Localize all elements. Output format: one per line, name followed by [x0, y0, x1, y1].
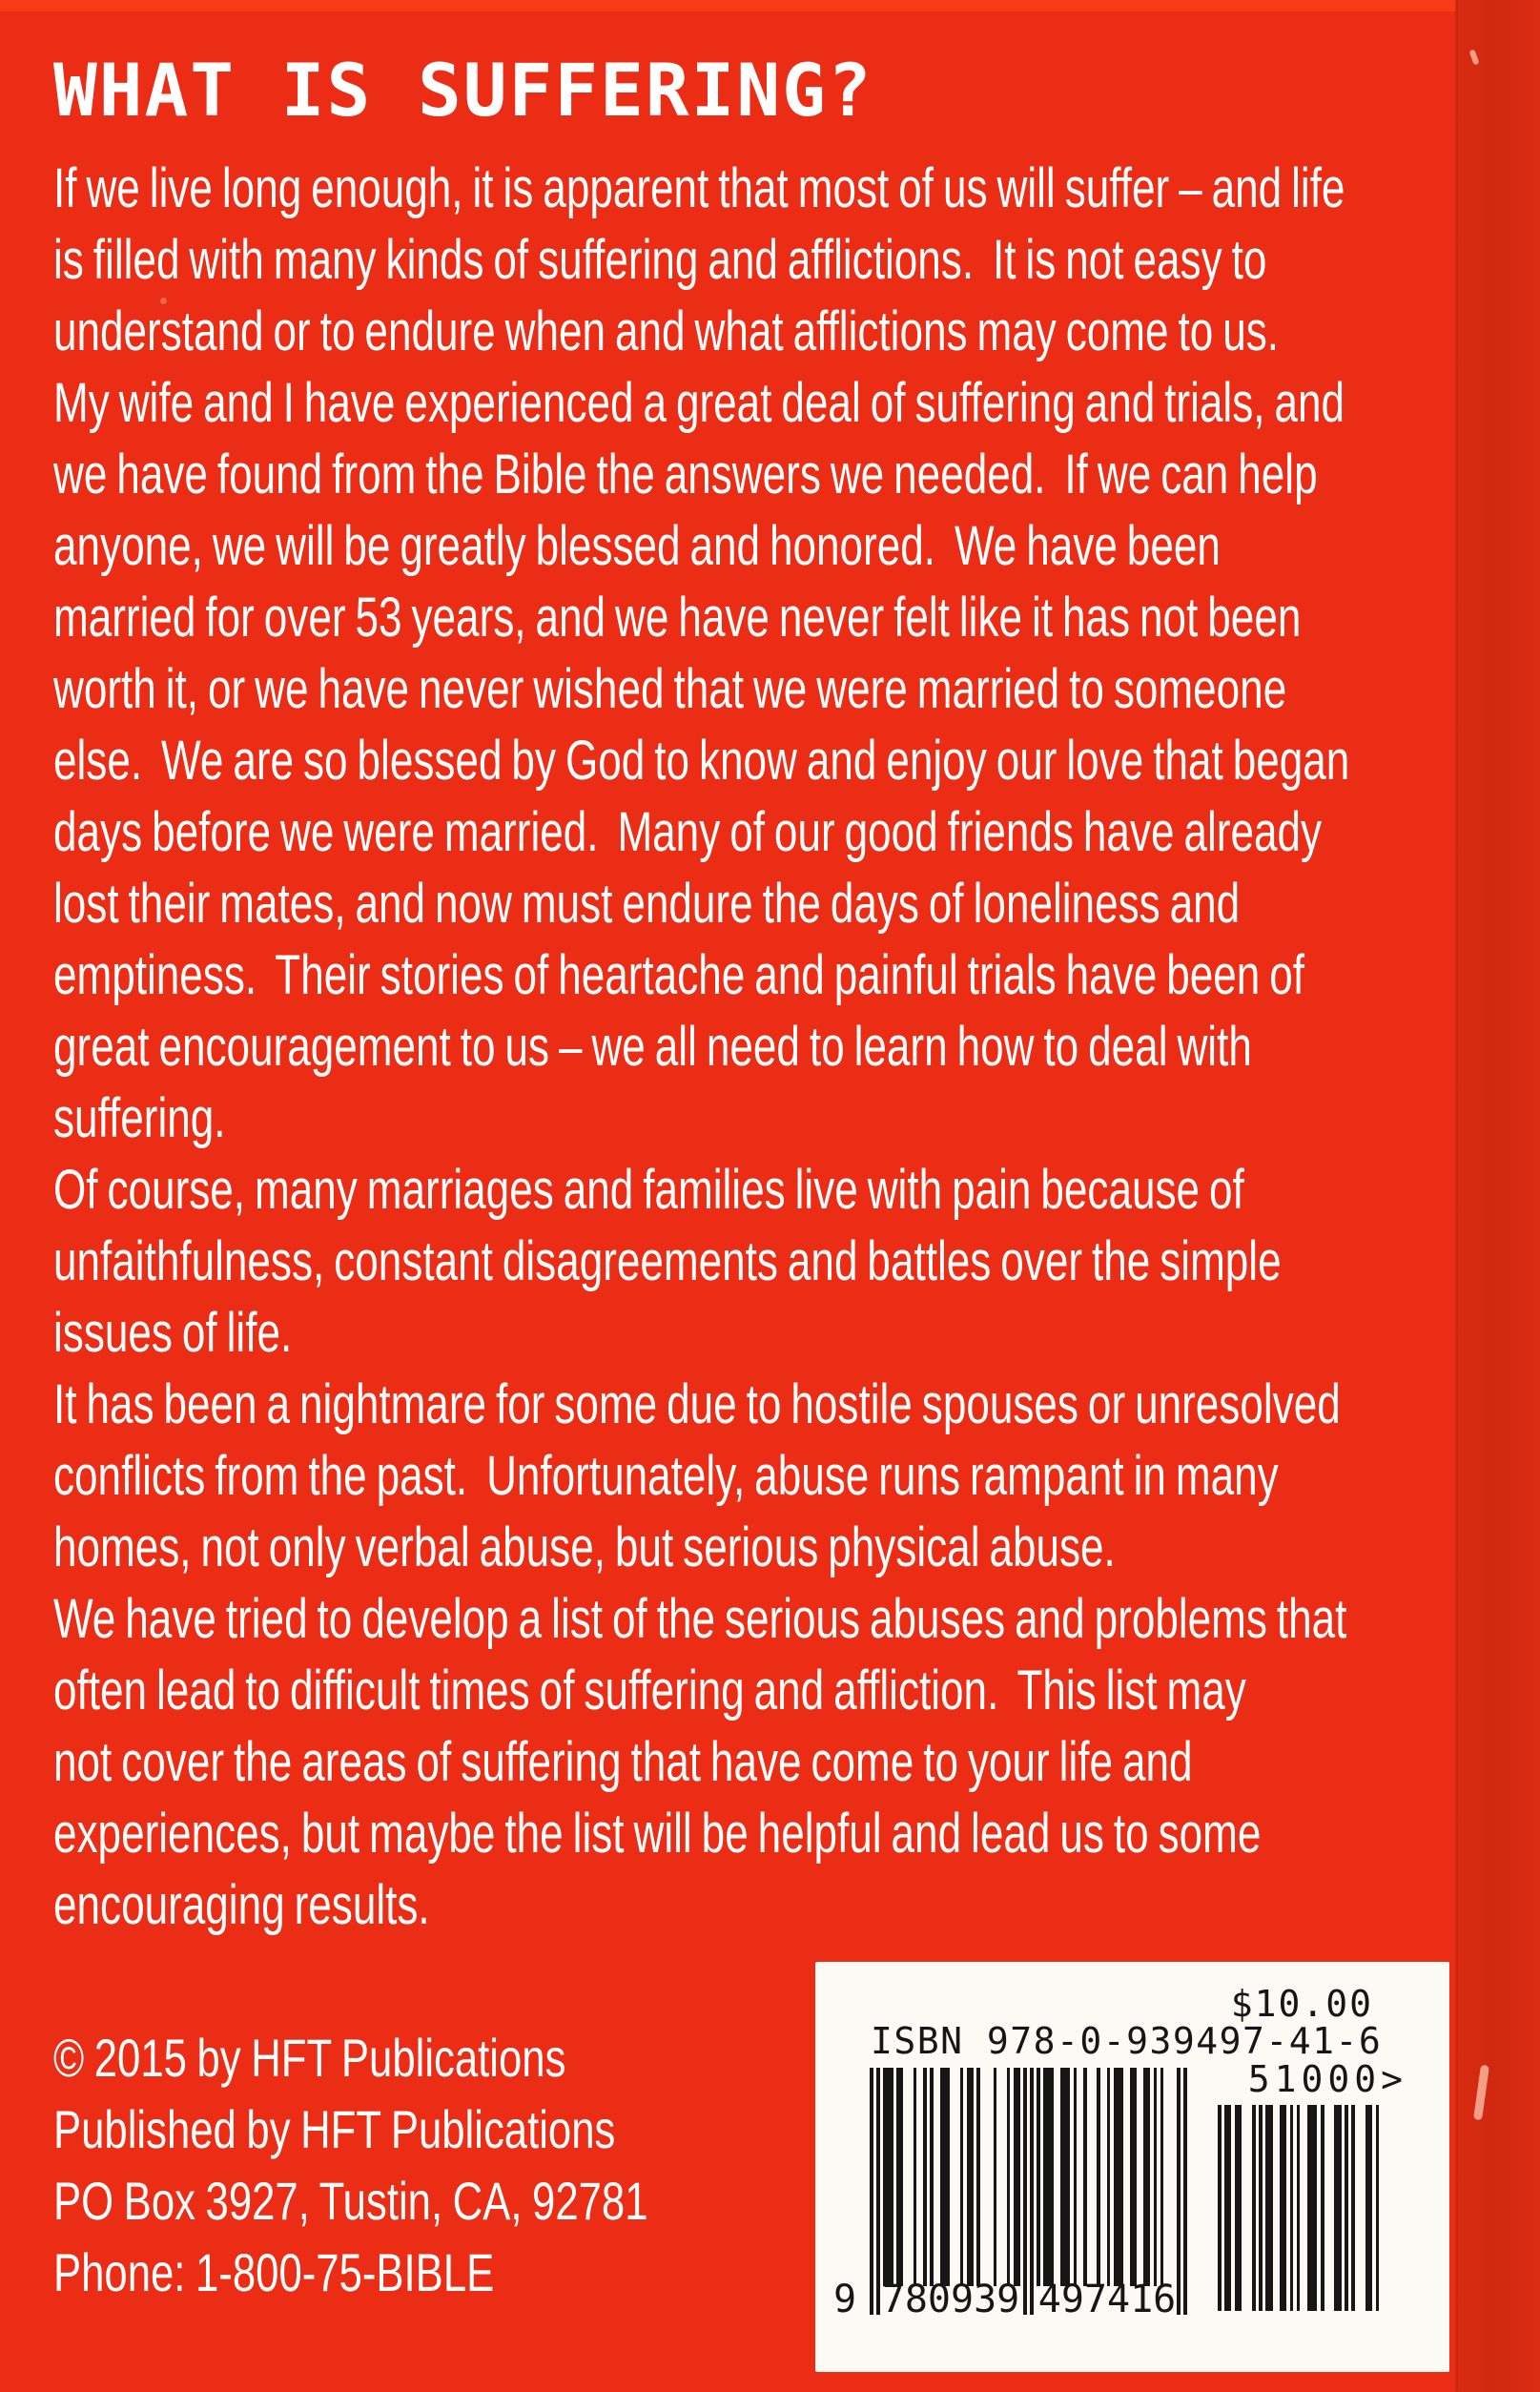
- body-line: worth it, or we have never wished that we were married to someone: [53, 658, 1287, 720]
- barcode-panel: [815, 1962, 1449, 2372]
- body-line: we have found from the Bible the answers we needed. If we can help: [53, 443, 1318, 505]
- page-title: WHAT IS SUFFERING?: [53, 48, 873, 133]
- body-line: is filled with many kinds of suffering and afflictions. It is not easy to: [53, 229, 1267, 291]
- body-paragraphs: [53, 153, 1540, 1941]
- body-line: suffering.: [53, 1087, 226, 1149]
- body-line: often lead to difficult times of suffering and affliction. This list may: [53, 1660, 1246, 1722]
- body-line: experiences, but maybe the list will be helpful and lead us to some: [53, 1803, 1262, 1865]
- publisher-line: Phone: 1-800-75-BIBLE: [53, 2242, 495, 2302]
- body-line: We have tried to develop a list of the serious abuses and problems that: [53, 1588, 1347, 1650]
- body-line: encouraging results.: [53, 1874, 430, 1936]
- body-line: unfaithfulness, constant disagreements and battles over the simple: [53, 1230, 1282, 1292]
- ean-digit-group: 9: [832, 2278, 857, 2321]
- body-line: understand or to endure when and what afflictions may come to us.: [53, 300, 1280, 362]
- publisher-line: Published by HFT Publications: [53, 2099, 616, 2159]
- scan-edge-top: [0, 0, 1540, 11]
- body-line: not cover the areas of suffering that have come to your life and: [53, 1731, 1193, 1793]
- body-line: My wife and I have experienced a great deal of suffering and trials, and: [53, 372, 1345, 434]
- publisher-line: PO Box 3927, Tustin, CA, 92781: [53, 2171, 648, 2231]
- body-line: issues of life.: [53, 1302, 293, 1364]
- body-line: If we live long enough, it is apparent that most of us will suffer – and life: [53, 157, 1345, 219]
- body-line: emptiness. Their stories of heartache and painful trials have been of: [53, 944, 1304, 1006]
- body-line: else. We are so blessed by God to know and enjoy our love that began: [53, 730, 1350, 792]
- body-line: great encouragement to us – we all need to learn how to deal with: [53, 1016, 1252, 1078]
- body-line: homes, not only verbal abuse, but serious physical abuse.: [53, 1516, 1116, 1578]
- body-line: married for over 53 years, and we have never felt like it has not been: [53, 587, 1302, 649]
- addon-code-label: 51000>: [1247, 2058, 1407, 2100]
- body-line: conflicts from the past. Unfortunately, abuse runs rampant in many: [53, 1445, 1279, 1507]
- ean-digit-group: 497416: [1037, 2278, 1177, 2321]
- publisher-info: [53, 2022, 815, 2308]
- body-line: lost their mates, and now must endure the days of loneliness and: [53, 873, 1241, 935]
- body-line: Of course, many marriages and families live with pain because of: [53, 1159, 1244, 1221]
- body-line: days before we were married. Many of our good friends have already: [53, 801, 1323, 863]
- ean5-addon-barcode: [1218, 2105, 1380, 2311]
- isbn-label: ISBN 978-0-939497-41-6: [871, 2020, 1383, 2062]
- publisher-line: © 2015 by HFT Publications: [53, 2028, 566, 2088]
- body-line: It has been a nightmare for some due to hostile spouses or unresolved: [53, 1373, 1341, 1435]
- body-line: anyone, we will be greatly blessed and honored. We have been: [53, 515, 1221, 577]
- ean-digit-group: 780939: [881, 2278, 1020, 2321]
- price-label: $10.00: [1230, 1983, 1373, 2025]
